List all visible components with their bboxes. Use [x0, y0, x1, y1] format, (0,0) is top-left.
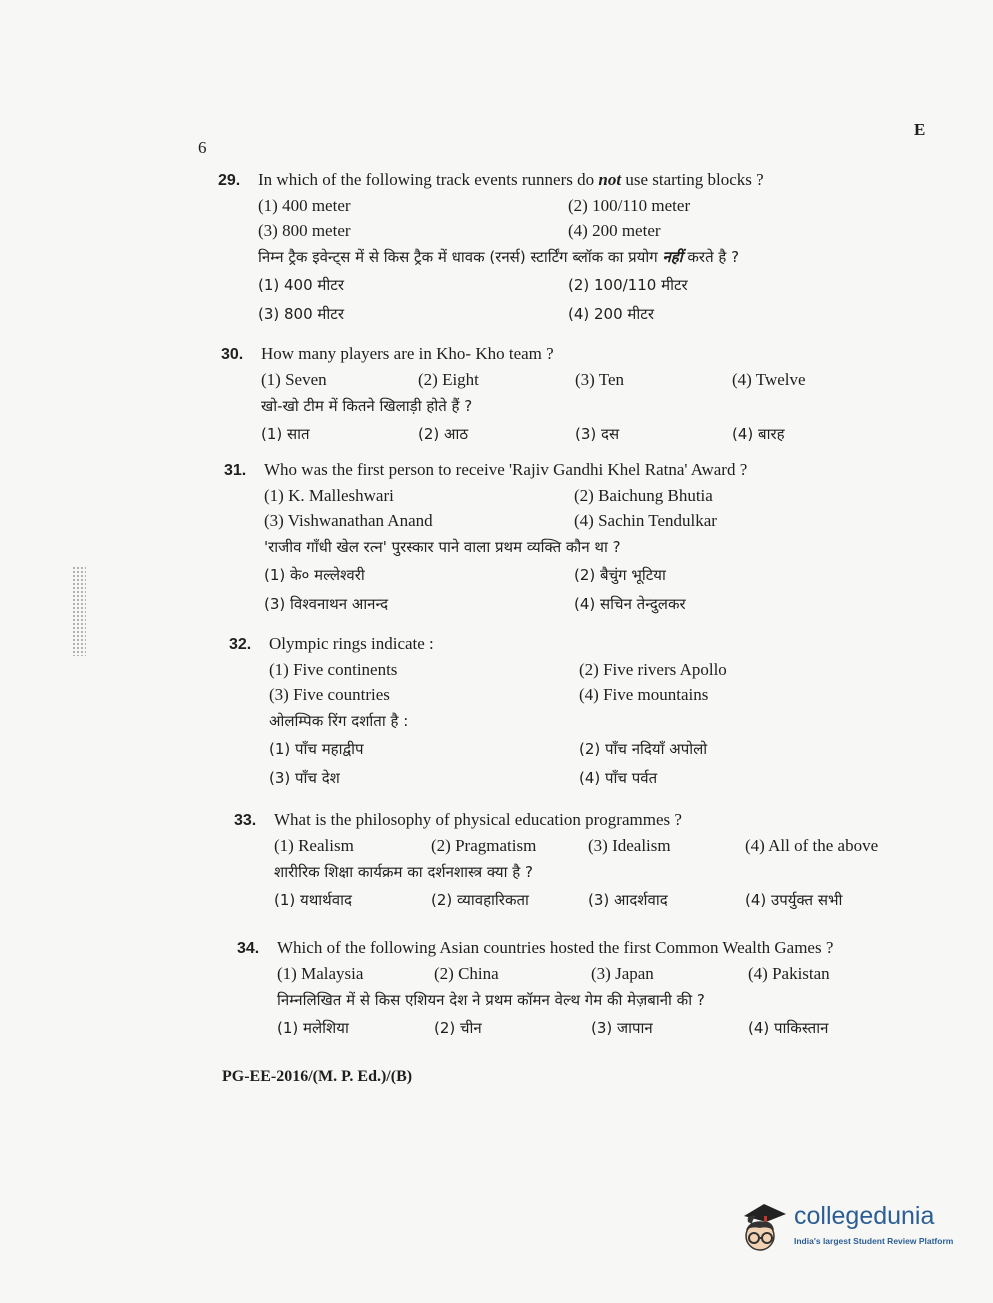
option: (2) चीन: [434, 1019, 482, 1037]
option: (2) 100/110 meter: [568, 196, 691, 215]
logo-wordmark: collegedunia: [794, 1202, 935, 1230]
options-hi: [264, 561, 924, 619]
option: (3) Vishwanathan Anand: [264, 511, 433, 530]
option: (4) सचिन तेन्दुलकर: [574, 595, 686, 613]
scan-margin-dots: [72, 566, 86, 656]
option: (3) 800 meter: [258, 221, 351, 240]
option: (1) पाँच महाद्वीप: [269, 740, 364, 758]
option: (1) यथार्थवाद: [274, 891, 352, 909]
option: (2) Five rivers Apollo: [579, 660, 727, 679]
options-hi: [274, 886, 934, 915]
question-text-hi: ओलम्पिक रिंग दर्शाता है :: [269, 712, 409, 730]
question-text-en: 30. How many players are in Kho- Kho team ?: [221, 342, 921, 367]
option: (1) Five continents: [269, 660, 398, 679]
option: (2) Eight: [418, 370, 479, 389]
question-text-hi: निम्नलिखित में से किस एशियन देश ने प्रथम कॉमन वेल्थ गेम की मेज़बानी की ?: [277, 991, 705, 1009]
options-hi: [277, 1014, 937, 1043]
options-en: [258, 193, 918, 243]
question-number: 34.: [237, 940, 260, 957]
mascot-icon: [738, 1196, 792, 1256]
option: (1) 400 मीटर: [258, 276, 344, 294]
option: (4) Twelve: [732, 370, 806, 389]
option: (3) Five countries: [269, 685, 390, 704]
question-text-en: 32. Olympic rings indicate :: [229, 632, 929, 657]
question-31: [224, 458, 924, 619]
option: (1) के० मल्लेश्वरी: [264, 566, 365, 584]
option: (4) Pakistan: [748, 964, 830, 983]
collegedunia-logo: [738, 1196, 963, 1260]
question-text-hi: निम्न ट्रैक इवेन्ट्स में से किस ट्रैक में धावक (रनर्स) स्टार्टिंग ब्लॉक का प्रयोग नहीं करते है ?: [258, 248, 740, 266]
option: (1) सात: [261, 425, 310, 443]
option: (1) Seven: [261, 370, 327, 389]
option: (3) Idealism: [588, 836, 671, 855]
option: (4) Five mountains: [579, 685, 709, 704]
option: (4) बारह: [732, 425, 785, 443]
options-hi: [258, 271, 918, 329]
options-hi: [269, 735, 929, 793]
question-number: 33.: [234, 812, 257, 829]
option: (3) आदर्शवाद: [588, 891, 668, 909]
options-en: [269, 657, 929, 707]
emphasis-not: not: [598, 170, 622, 189]
paper-code-footer: PG-EE-2016/(M. P. Ed.)/(B): [222, 1068, 413, 1085]
question-33: [234, 808, 934, 915]
options-en: [261, 367, 921, 392]
option: (2) व्यावहारिकता: [431, 891, 529, 909]
question-text-en: 29. In which of the following track events runners do not use starting blocks ?: [218, 168, 918, 193]
options-hi: [261, 420, 921, 449]
option: (1) मलेशिया: [277, 1019, 349, 1037]
page-number: 6: [198, 138, 207, 157]
options-en: [264, 483, 924, 533]
option: (4) पाँच पर्वत: [579, 769, 658, 787]
question-text-hi: खो-खो टीम में कितने खिलाड़ी होते हैं ?: [261, 397, 473, 415]
option: (3) Ten: [575, 370, 625, 389]
option: (3) जापान: [591, 1019, 653, 1037]
question-text-en: 31. Who was the first person to receive 'Rajiv Gandhi Khel Ratna' Award ?: [224, 458, 924, 483]
logo-tagline: India's largest Student Review Platform: [794, 1236, 954, 1246]
question-32: [229, 632, 929, 793]
question-number: 32.: [229, 636, 252, 653]
emphasis-nahin: नहीं: [662, 248, 683, 266]
option: (1) Malaysia: [277, 964, 364, 983]
option: (2) China: [434, 964, 499, 983]
booklet-series-mark: E: [914, 120, 926, 139]
question-29: [218, 168, 918, 329]
option: (4) Sachin Tendulkar: [574, 511, 717, 530]
option: (3) Japan: [591, 964, 654, 983]
question-30: [221, 342, 921, 449]
option: (4) 200 मीटर: [568, 305, 654, 323]
option: (4) 200 meter: [568, 221, 661, 240]
question-34: [237, 936, 937, 1043]
option: (2) 100/110 मीटर: [568, 276, 688, 294]
option: (4) उपर्युक्त सभी: [745, 891, 843, 909]
question-text-en: 34. Which of the following Asian countries hosted the first Common Wealth Games ?: [237, 936, 937, 961]
option: (2) पाँच नदियाँ अपोलो: [579, 740, 708, 758]
option: (2) Pragmatism: [431, 836, 537, 855]
option: (1) 400 meter: [258, 196, 351, 215]
option: (2) Baichung Bhutia: [574, 486, 713, 505]
question-number: 29.: [218, 172, 241, 189]
option: (1) K. Malleshwari: [264, 486, 394, 505]
option: (1) Realism: [274, 836, 354, 855]
question-number: 30.: [221, 346, 244, 363]
option: (3) दस: [575, 425, 620, 443]
option: (4) पाकिस्तान: [748, 1019, 829, 1037]
options-en: [277, 961, 937, 986]
question-text-hi: 'राजीव गाँधी खेल रत्न' पुरस्कार पाने वाला प्रथम व्यक्ति कौन था ?: [264, 538, 621, 556]
question-text-en: 33. What is the philosophy of physical education programmes ?: [234, 808, 934, 833]
question-number: 31.: [224, 462, 247, 479]
option: (3) विश्वनाथन आनन्द: [264, 595, 389, 613]
option: (3) पाँच देश: [269, 769, 340, 787]
question-text-hi: शारीरिक शिक्षा कार्यक्रम का दर्शनशास्त्र क्या है ?: [274, 863, 533, 881]
options-en: [274, 833, 934, 858]
option: (2) बैचुंग भूटिया: [574, 566, 666, 584]
option: (4) All of the above: [745, 836, 879, 855]
option: (2) आठ: [418, 425, 469, 443]
option: (3) 800 मीटर: [258, 305, 344, 323]
